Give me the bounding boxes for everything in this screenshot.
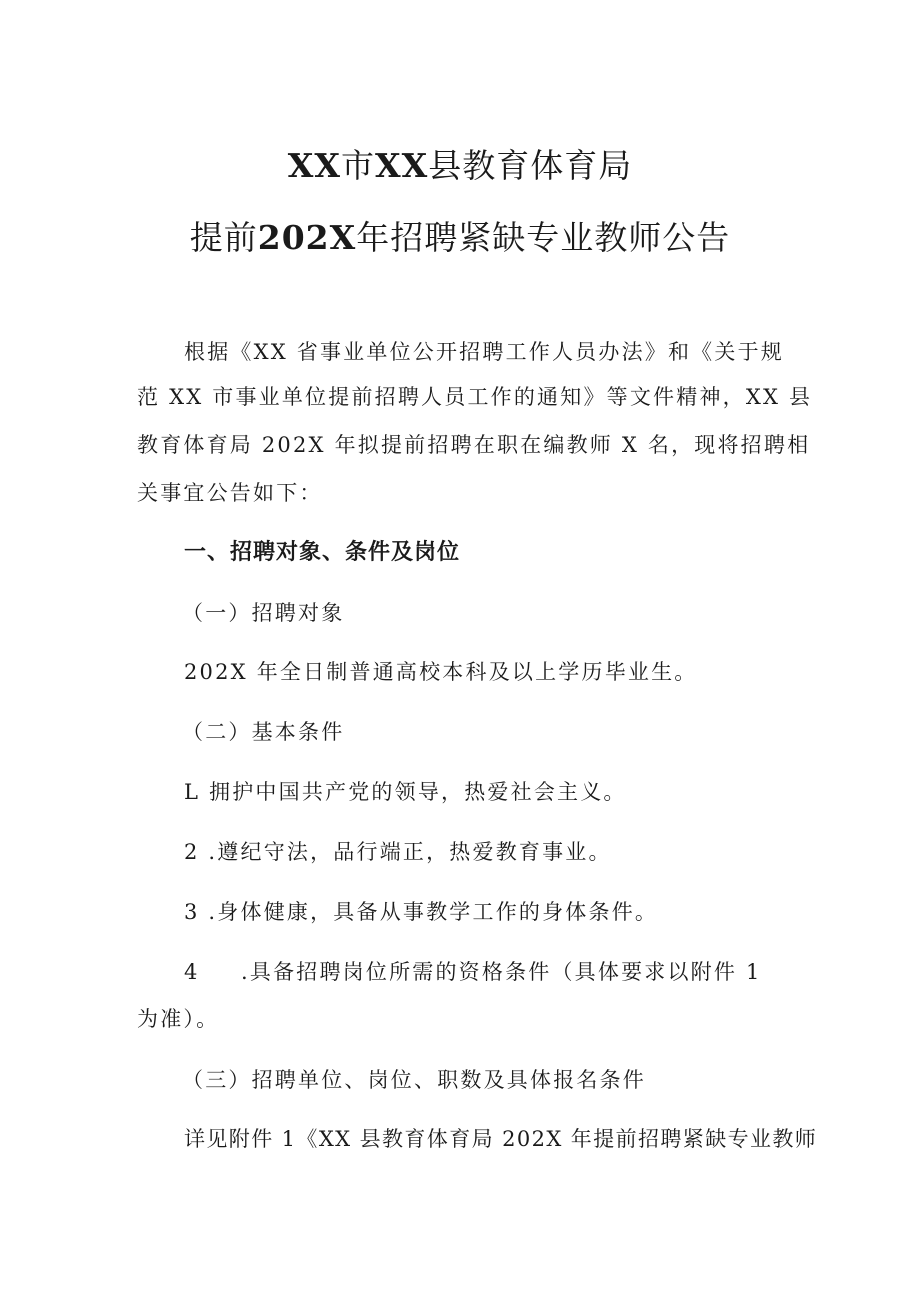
title-advance: 提前 [189, 218, 258, 257]
subsection-2-heading: （二）基本条件 [182, 720, 345, 744]
intro-line-2: 范 XX 市事业单位提前招聘人员工作的通知》等文件精神，XX 县 [137, 385, 813, 409]
title-year: 202X [257, 218, 357, 257]
title-city-word: 市 [341, 146, 375, 185]
condition-4-number: 4 [184, 960, 200, 984]
intro-line-1: 根据《XX 省事业单位公开招聘工作人员办法》和《关于规 [184, 340, 784, 364]
intro-line-4: 关事宜公告如下： [137, 481, 323, 505]
document-title-line1 [0, 140, 920, 187]
title-bureau: 县教育体育局 [428, 146, 633, 185]
subsection-1-heading: （一）招聘对象 [182, 601, 345, 625]
subsection-1-text: 202X 年全日制普通高校本科及以上学历毕业生。 [184, 660, 698, 684]
condition-4-text: .具备招聘岗位所需的资格条件（具体要求以附件 1 [241, 960, 762, 984]
section-1-heading: 一、招聘对象、条件及岗位 [184, 540, 461, 565]
intro-line-3: 教育体育局 202X 年拟提前招聘在职在编教师 X 名，现将招聘相 [137, 433, 811, 457]
title-xx-county: XX [375, 146, 429, 185]
subsection-3-heading: （三）招聘单位、岗位、职数及具体报名条件 [182, 1068, 646, 1092]
title-xx-city: XX [287, 146, 341, 185]
title-recruit: 年招聘紧缺专业教师公告 [356, 218, 731, 257]
condition-2: 2 .遵纪守法，品行端正，热爱教育事业。 [184, 840, 612, 864]
condition-1: L 拥护中国共产党的领导，热爱社会主义。 [184, 780, 627, 804]
subsection-3-text: 详见附件 1《XX 县教育体育局 202X 年提前招聘紧缺专业教师 [184, 1127, 818, 1151]
condition-4-continued: 为准）。 [137, 1007, 220, 1031]
condition-3: 3 .身体健康，具备从事教学工作的身体条件。 [184, 900, 659, 924]
document-title-line2 [0, 212, 920, 259]
